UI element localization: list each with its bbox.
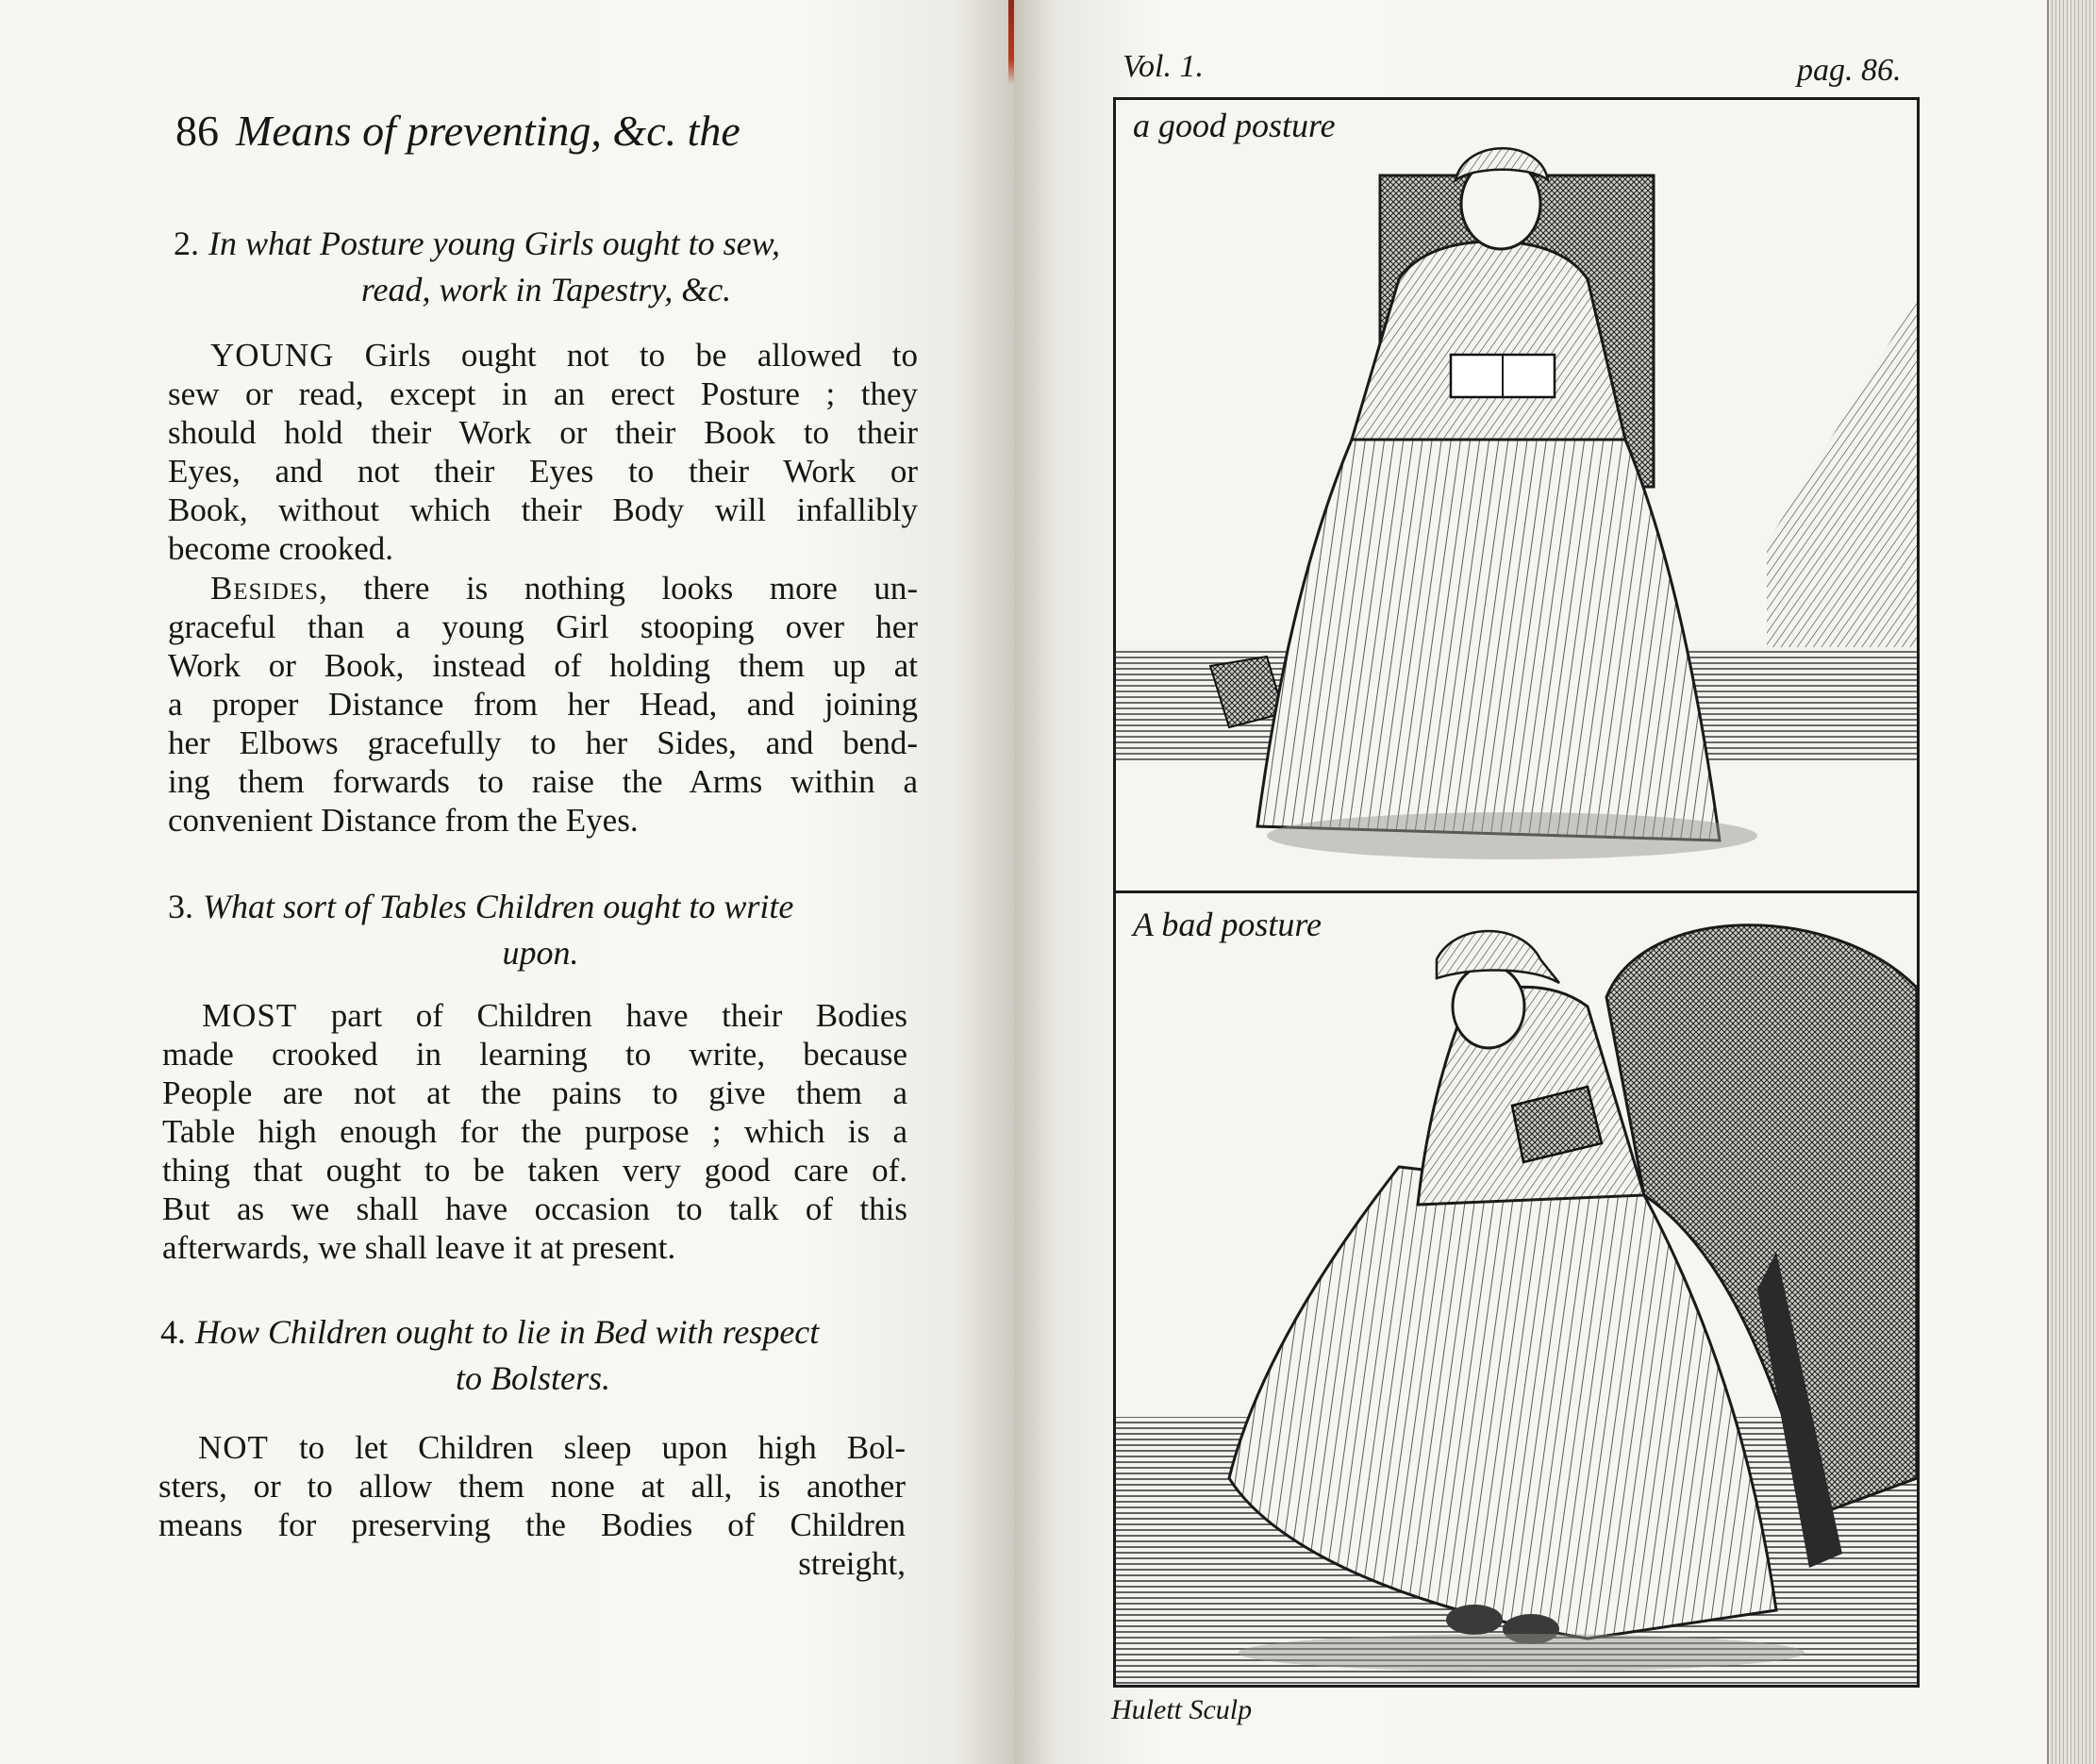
text-line: her Elbows gracefully to her Sides, and bend- xyxy=(168,724,918,761)
text-line: Girls ought not to be allowed to xyxy=(334,337,918,374)
text-line: Table high enough for the purpose ; which is a xyxy=(162,1113,907,1150)
engraving-plate xyxy=(1113,97,1920,1688)
text-line: ing them forwards to raise the Arms within a xyxy=(168,763,918,800)
heading-line: How Children ought to lie in Bed with respect xyxy=(195,1313,820,1351)
section-3-heading xyxy=(168,884,913,976)
text-line: afterwards, we shall leave it at present. xyxy=(162,1229,676,1266)
text-line: made crooked in learning to write, because xyxy=(162,1036,907,1073)
text-line: People are not at the pains to give them a xyxy=(162,1074,907,1111)
volume-label: Vol. 1. xyxy=(1123,49,1204,84)
running-header xyxy=(175,106,930,156)
text-line: But as we shall have occasion to talk of this xyxy=(162,1190,907,1227)
good-posture-caption: a good posture xyxy=(1133,107,1336,144)
text-line: graceful than a young Girl stooping over her xyxy=(168,608,918,645)
section-number: 4. xyxy=(160,1313,186,1351)
page-edges xyxy=(2047,0,2096,1764)
section-number: 3. xyxy=(168,888,193,925)
text-line: streight, xyxy=(798,1545,906,1582)
heading-line: In what Posture young Girls ought to sew, xyxy=(208,225,780,262)
text-line: should hold their Work or their Book to their xyxy=(168,414,918,451)
section-2-paragraph-2 xyxy=(168,569,918,840)
text-line: means for preserving the Bodies of Children xyxy=(158,1506,906,1543)
running-title: Means of preventing, &c. the xyxy=(236,107,740,155)
heading-line: to Bolsters. xyxy=(455,1359,610,1397)
text-line: , there is nothing looks more un- xyxy=(319,570,918,607)
text-line: sters, or to allow them none at all, is another xyxy=(158,1468,906,1505)
text-line: part of Children have their Bodies xyxy=(297,997,907,1034)
page-number: 86 xyxy=(175,107,219,155)
lead-word: MOST xyxy=(202,997,298,1034)
text-line: become crooked. xyxy=(168,530,394,567)
text-line: sew or read, except in an erect Posture ; they xyxy=(168,375,918,412)
text-line: Work or Book, instead of holding them up at xyxy=(168,647,918,684)
lead-word: NOT xyxy=(198,1429,269,1466)
lead-word: Besides xyxy=(210,570,320,607)
heading-line: What sort of Tables Children ought to write xyxy=(203,888,794,925)
section-2-paragraph-1 xyxy=(168,336,918,568)
section-4-heading xyxy=(160,1309,906,1402)
text-line: a proper Distance from her Head, and joining xyxy=(168,686,918,723)
bad-posture-caption: A bad posture xyxy=(1133,906,1322,943)
section-3-paragraph-1 xyxy=(162,996,907,1267)
page-reference: pag. 86. xyxy=(1797,53,1902,88)
heading-line: read, work in Tapestry, &c. xyxy=(360,271,732,308)
text-line: Book, without which their Body will infallibly xyxy=(168,491,918,528)
engraver-credit: Hulett Sculp xyxy=(1111,1694,1253,1725)
left-page xyxy=(0,0,1014,1764)
text-line: convenient Distance from the Eyes. xyxy=(168,802,639,839)
text-line: Eyes, and not their Eyes to their Work or xyxy=(168,453,918,490)
good-posture-engraving xyxy=(1116,100,1917,890)
section-number: 2. xyxy=(174,225,199,262)
heading-line: upon. xyxy=(502,934,579,972)
bad-posture-engraving xyxy=(1116,893,1917,1685)
text-line: thing that ought to be taken very good care of. xyxy=(162,1152,907,1189)
good-posture-panel xyxy=(1116,100,1917,890)
lead-word: YOUNG xyxy=(210,337,335,374)
bad-posture-panel xyxy=(1116,893,1917,1685)
section-2-heading xyxy=(174,221,919,313)
section-4-paragraph-1 xyxy=(158,1428,906,1583)
text-line: to let Children sleep upon high Bol- xyxy=(268,1429,906,1466)
